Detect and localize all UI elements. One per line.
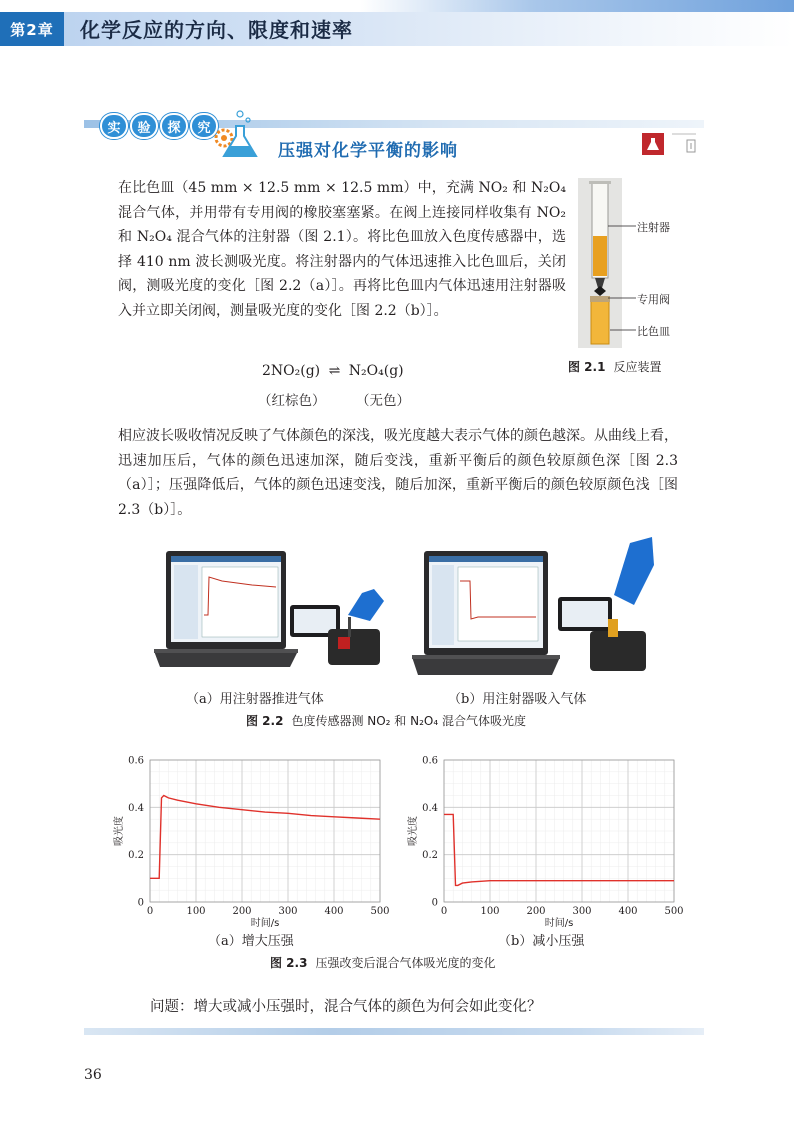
y-tick-label: 0.6 bbox=[128, 755, 144, 767]
fig23-sub-a: （a）增大压强 bbox=[208, 934, 294, 949]
x-tick-label: 400 bbox=[324, 906, 344, 917]
fig21-caption-text: 反应装置 bbox=[613, 360, 662, 374]
analysis-paragraph: 相应波长吸收情况反映了气体颜色的深浅，吸光度越大表示气体的颜色越深。从曲线上看，迅速加压后，气体的颜色迅速加深，随后变浅，重新平衡后的颜色较原颜色深［图 2.3（a）］；压强降低后，气体的颜色迅速变浅，随后加深，重新平衡后的颜色较原颜色浅［图 2.3（b）］。 bbox=[118, 428, 678, 518]
equilibrium-arrow: ⇌ bbox=[328, 363, 341, 379]
valve-label: 专用阀 bbox=[637, 293, 670, 306]
syringe-label: 注射器 bbox=[637, 221, 670, 234]
fig23-caption bbox=[270, 954, 495, 971]
fig23-sub-b: （b）减小压强 bbox=[498, 934, 585, 949]
equation-left: 2NO₂(g) bbox=[262, 363, 321, 379]
x-tick-label: 300 bbox=[278, 906, 298, 917]
fig23-caption-text: 压强改变后混合气体吸光度的变化 bbox=[315, 956, 496, 970]
fig22-caption-text: 色度传感器测 NO₂ 和 N₂O₄ 混合气体吸光度 bbox=[291, 714, 526, 728]
equation-right-note: （无色） bbox=[356, 393, 410, 409]
x-tick-label: 100 bbox=[480, 906, 500, 917]
y-tick-label: 0 bbox=[431, 897, 438, 909]
y-tick-label: 0.2 bbox=[128, 850, 144, 862]
flask-icon bbox=[642, 133, 664, 155]
cuvette-label: 比色皿 bbox=[637, 325, 670, 338]
y-tick-label: 0.6 bbox=[422, 755, 438, 767]
absorbance-series-line bbox=[444, 814, 674, 885]
x-tick-label: 200 bbox=[232, 906, 252, 917]
fig21-caption-number: 图 2.1 bbox=[568, 360, 606, 374]
x-tick-label: 500 bbox=[370, 906, 390, 917]
laptop-pull-photo bbox=[408, 535, 656, 685]
absorbance-chart-increase bbox=[110, 752, 395, 930]
intro-paragraph: 在比色皿（45 mm × 12.5 mm × 12.5 mm）中，充满 NO₂ 和 N₂O₄ 混合气体，并用带有专用阀的橡胶塞塞紧。在阀上连接同样收集有 NO₂ 和 N₂O₄ 混合气体的注射器（图 2.1）。将比色皿放入色度传感器中，选择 410 nm 波长测吸光度。将注射器内的气体迅速推入比色皿后，关闭阀，测吸光度的变化［图 2.2（a）］。再将比色皿内气体迅速用注射器吸入并立即关闭阀，测量吸光度的变化［图 2.2（b）］。 bbox=[118, 180, 566, 319]
fig22-sub-b: （b）用注射器吸入气体 bbox=[448, 692, 587, 707]
fig21-caption bbox=[568, 358, 661, 375]
x-axis-title: 时间/s bbox=[544, 918, 574, 929]
fig23-caption-number: 图 2.3 bbox=[270, 956, 308, 970]
x-tick-label: 500 bbox=[664, 906, 684, 917]
x-tick-label: 200 bbox=[526, 906, 546, 917]
y-axis-title: 吸光度 bbox=[114, 816, 125, 846]
y-axis-title: 吸光度 bbox=[408, 816, 419, 846]
x-tick-label: 100 bbox=[186, 906, 206, 917]
fig22-sub-a: （a）用注射器推进气体 bbox=[186, 692, 324, 707]
badge-char: 究 bbox=[190, 113, 218, 139]
experiment-badges bbox=[100, 113, 218, 139]
x-tick-label: 0 bbox=[146, 906, 154, 917]
chapter-tab: 第2章 bbox=[0, 12, 64, 46]
laptop-push-photo bbox=[152, 545, 392, 683]
x-axis-title: 时间/s bbox=[250, 918, 280, 929]
question-text: 问题：增大或减小压强时，混合气体的颜色为何会如此变化？ bbox=[150, 999, 542, 1015]
x-tick-label: 300 bbox=[572, 906, 592, 917]
chapter-title: 化学反应的方向、限度和速率 bbox=[80, 18, 353, 42]
y-tick-label: 0 bbox=[137, 897, 144, 909]
badge-char: 实 bbox=[100, 113, 128, 139]
page-header bbox=[0, 0, 794, 50]
x-tick-label: 400 bbox=[618, 906, 638, 917]
y-tick-label: 0.4 bbox=[128, 802, 144, 814]
fig22-caption-number: 图 2.2 bbox=[246, 714, 284, 728]
page-number: 36 bbox=[84, 1067, 102, 1083]
absorbance-series-line bbox=[150, 796, 380, 879]
x-tick-label: 0 bbox=[440, 906, 448, 917]
experiment-title: 压强对化学平衡的影响 bbox=[278, 141, 458, 161]
y-tick-label: 0.2 bbox=[422, 850, 438, 862]
equation-right: N₂O₄(g) bbox=[348, 363, 404, 379]
bookmark-icon bbox=[670, 130, 698, 158]
badge-char: 验 bbox=[130, 113, 158, 139]
footer-bar bbox=[84, 1028, 704, 1035]
absorbance-chart-decrease bbox=[404, 752, 689, 930]
badge-char: 探 bbox=[160, 113, 188, 139]
equation-left-note: （红棕色） bbox=[258, 393, 326, 409]
fig22-caption bbox=[246, 712, 526, 729]
reaction-equation bbox=[262, 363, 404, 379]
flask-gear-icon bbox=[210, 108, 270, 163]
y-tick-label: 0.4 bbox=[422, 802, 438, 814]
